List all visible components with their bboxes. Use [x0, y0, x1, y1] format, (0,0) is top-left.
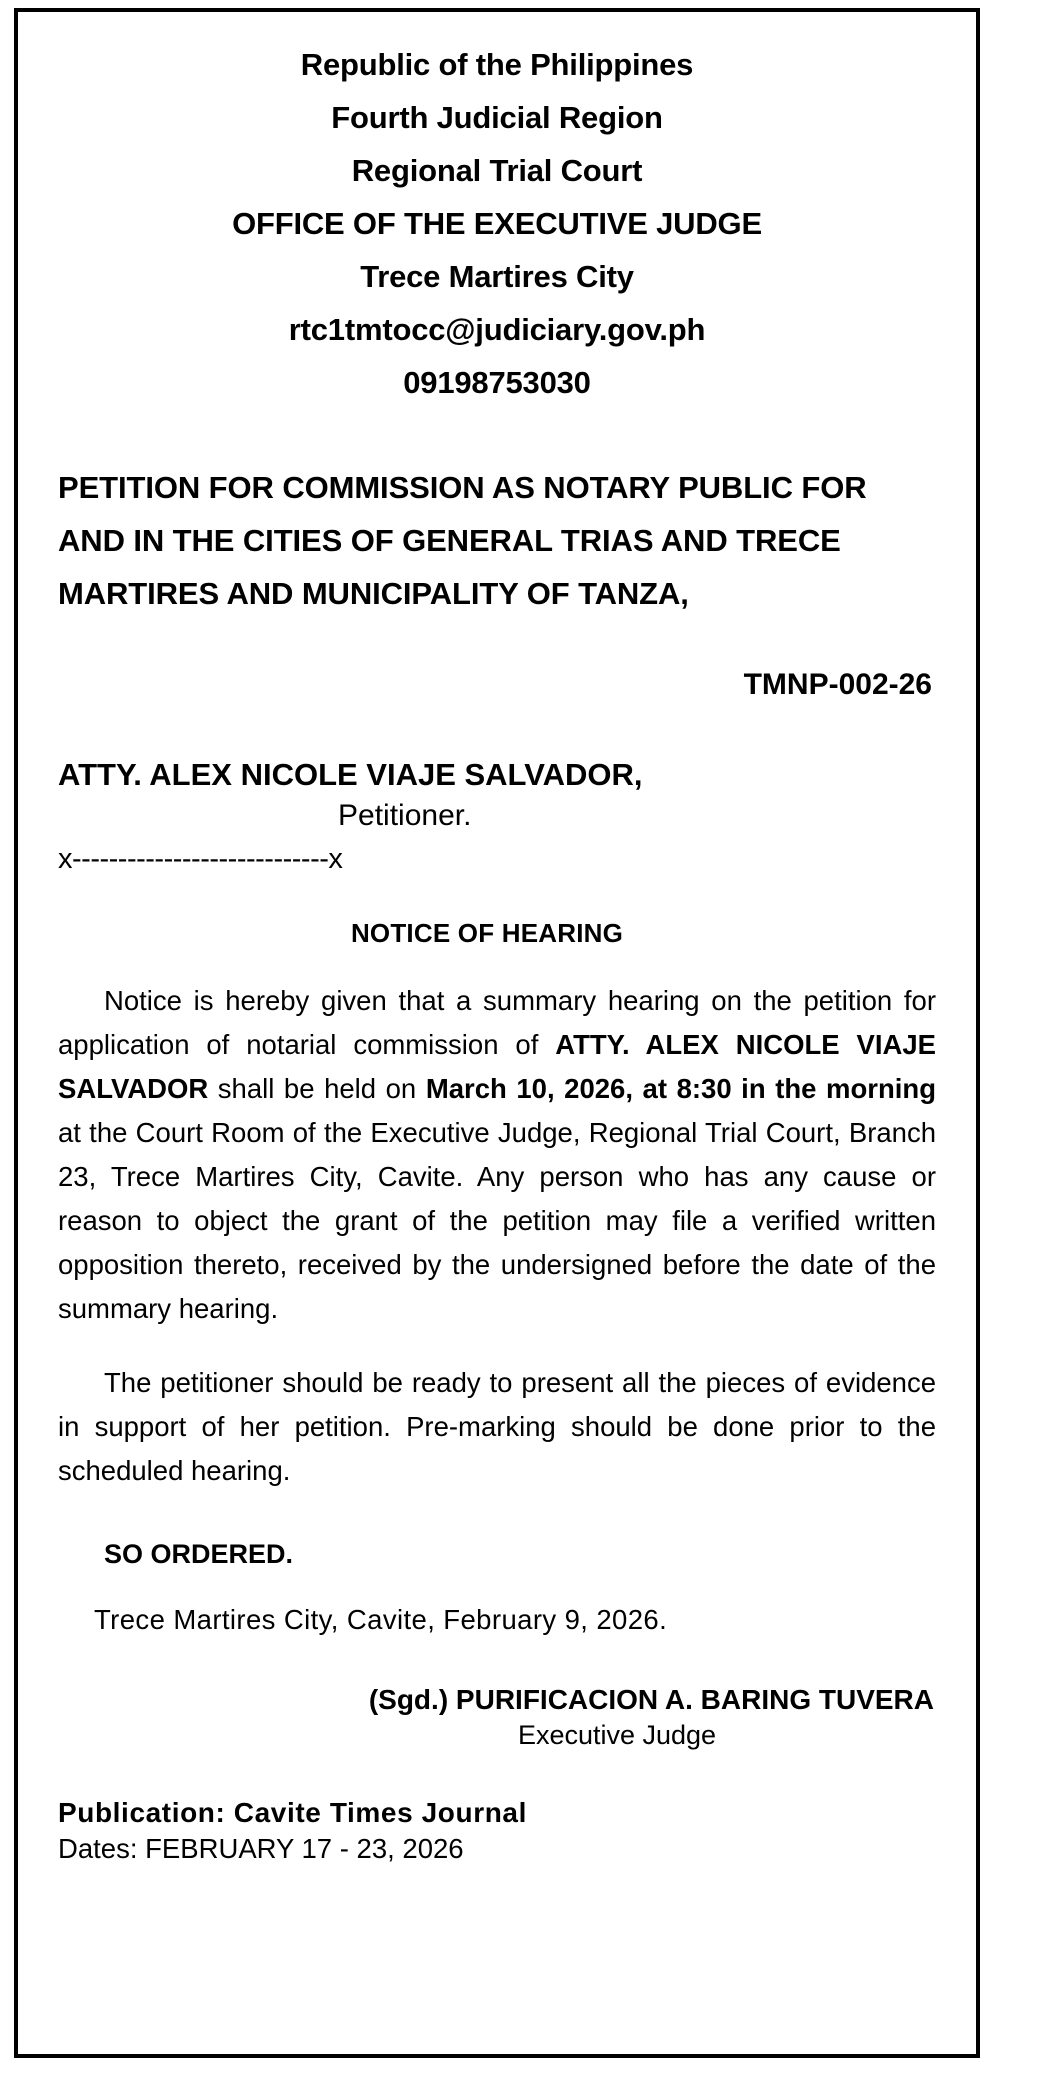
document-body	[18, 12, 976, 1865]
place-and-date: Trece Martires City, Cavite, February 9, 2026.	[94, 1604, 668, 1635]
header-line-phone: 09198753030	[403, 365, 591, 400]
case-number: TMNP-002-26	[743, 668, 932, 701]
notice-paragraph-2: The petitioner should be ready to present all the pieces of evidence in support of her petition. Pre-marking should be done prior to the scheduled hearing.	[58, 1367, 936, 1486]
paragraph-1-part-e: at the Court Room of the Executive Judge, Regional Trial Court, Branch 23, Trece Martires City, Cavite. Any person who has any cause or reason to object the grant of the petition may file a verified written opposition thereto, received by the undersigned before the date of the summary hearing.	[58, 1117, 936, 1324]
notice-paragraph-1	[58, 979, 936, 1331]
header-line-republic: Republic of the Philippines	[300, 47, 694, 82]
caption-separator: x----------------------------x	[58, 843, 343, 875]
publication-dates: Dates: FEBRUARY 17 - 23, 2026	[58, 1833, 464, 1864]
publication-label: Publication: Cavite Times Journal	[58, 1797, 527, 1828]
signatory-name: (Sgd.) PURIFICACION A. BARING TUVERA	[368, 1684, 934, 1715]
header-line-city: Trece Martires City	[360, 259, 634, 294]
header-line-office: OFFICE OF THE EXECUTIVE JUDGE	[232, 206, 762, 241]
case-title: PETITION FOR COMMISSION AS NOTARY PUBLIC FOR AND IN THE CITIES OF GENERAL TRIAS AND TRECE MARTIRES AND MUNICIPALITY OF TANZA,	[58, 470, 867, 611]
paragraph-1-part-a: Notice is hereby given that a summary hearing on the petition for application of notarial commission of	[58, 985, 936, 1060]
notice-of-hearing-title: NOTICE OF HEARING	[350, 918, 624, 948]
signatory-title: Executive Judge	[517, 1720, 717, 1750]
so-ordered-text: SO ORDERED.	[104, 1539, 294, 1569]
notice-document	[14, 8, 980, 2058]
paragraph-1-petitioner-name: ATTY. ALEX NICOLE VIAJE SALVADOR	[58, 1029, 937, 1104]
petitioner-name: ATTY. ALEX NICOLE VIAJE SALVADOR,	[58, 757, 643, 792]
court-header	[58, 38, 936, 409]
paragraph-1-part-c: shall be held on	[208, 1073, 426, 1104]
paragraph-1-hearing-datetime: March 10, 2026, at 8:30 in the morning	[425, 1073, 936, 1104]
header-line-email: rtc1tmtocc@judiciary.gov.ph	[288, 312, 706, 347]
header-line-region: Fourth Judicial Region	[331, 100, 663, 135]
petitioner-label: Petitioner.	[338, 799, 472, 832]
header-line-court: Regional Trial Court	[351, 153, 643, 188]
